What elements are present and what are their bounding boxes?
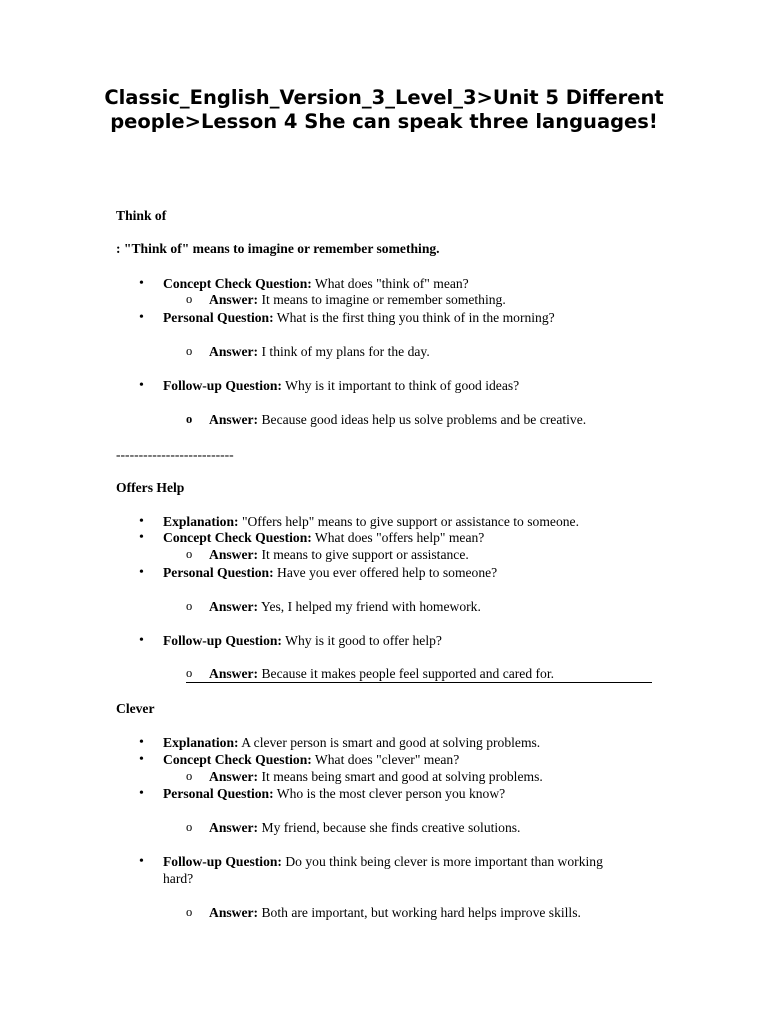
followup-question (163, 632, 442, 649)
answer-text: It means to imagine or remember something. (258, 292, 506, 307)
followup-label: Follow-up Question: (163, 854, 282, 869)
personal-answer (209, 819, 520, 836)
ccq-item (163, 275, 469, 292)
personal-text: What is the first thing you think of in the morning? (273, 310, 555, 325)
answer-text: I think of my plans for the day. (258, 344, 430, 359)
personal-label: Personal Question: (163, 310, 274, 325)
bullet-icon: • (139, 530, 144, 545)
sub-bullet-icon: o (186, 905, 193, 919)
followup-text: Why is it important to think of good ideas? (281, 378, 520, 393)
personal-answer (209, 343, 430, 360)
followup-text: Why is it good to offer help? (281, 633, 442, 648)
bullet-icon: • (139, 310, 144, 325)
personal-question (163, 309, 555, 326)
sub-bullet-icon: o (186, 769, 193, 783)
personal-text: Have you ever offered help to someone? (273, 565, 498, 580)
sub-bullet-icon: o (186, 412, 193, 426)
ccq-text: What does "clever" mean? (311, 752, 460, 767)
followup-answer (209, 411, 586, 428)
bullet-icon: • (139, 633, 144, 648)
sub-bullet-icon: o (186, 547, 193, 561)
bullet-icon: • (139, 565, 144, 580)
bullet-icon: • (139, 276, 144, 291)
page-title: Classic_English_Version_3_Level_3>Unit 5 Different people>Lesson 4 She can speak three languages! (104, 86, 664, 133)
ccq-text: What does "think of" mean? (311, 276, 469, 291)
explanation-text: A clever person is smart and good at solving problems. (238, 735, 541, 750)
followup-label: Follow-up Question: (163, 633, 282, 648)
answer-text: Yes, I helped my friend with homework. (258, 599, 481, 614)
explanation-text: "Offers help" means to give support or assistance to someone. (238, 514, 579, 529)
followup-answer (209, 904, 581, 921)
answer-text: Because good ideas help us solve problems and be creative. (258, 412, 587, 427)
bullet-icon: • (139, 514, 144, 529)
section-heading-clever: Clever (116, 701, 155, 716)
answer-label: Answer: (209, 292, 259, 307)
personal-answer (209, 598, 481, 615)
ccq-label: Concept Check Question: (163, 530, 312, 545)
personal-question (163, 785, 505, 802)
sub-bullet-icon: o (186, 599, 193, 613)
explanation-item (163, 513, 579, 530)
bullet-icon: • (139, 735, 144, 750)
ccq-item (163, 751, 459, 768)
ccq-answer (209, 291, 506, 308)
explanation-label: Explanation: (163, 735, 239, 750)
section-heading-offers-help: Offers Help (116, 480, 185, 495)
ccq-answer (209, 768, 543, 785)
answer-text: It means being smart and good at solving problems. (258, 769, 543, 784)
bullet-icon: • (139, 854, 144, 869)
sub-bullet-icon: o (186, 344, 193, 358)
definition-text: : "Think of" means to imagine or remember something. (116, 241, 440, 256)
bullet-icon: • (139, 752, 144, 767)
ccq-label: Concept Check Question: (163, 752, 312, 767)
answer-label: Answer: (209, 820, 259, 835)
followup-text: Do you think being clever is more important than working hard? (163, 854, 603, 886)
answer-text: It means to give support or assistance. (258, 547, 469, 562)
followup-question (163, 853, 633, 887)
answer-label: Answer: (209, 666, 259, 681)
definition-think-of (116, 240, 440, 257)
section-separator: -------------------------- (116, 447, 234, 462)
answer-label: Answer: (209, 412, 259, 427)
followup-answer (209, 665, 554, 682)
section-heading-think-of: Think of (116, 208, 167, 223)
ccq-label: Concept Check Question: (163, 276, 312, 291)
sub-bullet-icon: o (186, 820, 193, 834)
answer-label: Answer: (209, 769, 259, 784)
answer-label: Answer: (209, 547, 259, 562)
bullet-icon: • (139, 378, 144, 393)
personal-label: Personal Question: (163, 565, 274, 580)
ccq-text: What does "offers help" mean? (311, 530, 485, 545)
sub-bullet-icon: o (186, 666, 193, 680)
personal-question (163, 564, 497, 581)
followup-label: Follow-up Question: (163, 378, 282, 393)
answer-label: Answer: (209, 344, 259, 359)
answer-text: Both are important, but working hard helps improve skills. (258, 905, 581, 920)
bullet-icon: • (139, 786, 144, 801)
answer-text: My friend, because she finds creative solutions. (258, 820, 521, 835)
followup-question (163, 377, 519, 394)
explanation-label: Explanation: (163, 514, 239, 529)
personal-text: Who is the most clever person you know? (273, 786, 506, 801)
horizontal-rule (186, 682, 652, 683)
explanation-item (163, 734, 540, 751)
sub-bullet-icon: o (186, 292, 193, 306)
ccq-answer (209, 546, 469, 563)
answer-label: Answer: (209, 905, 259, 920)
answer-label: Answer: (209, 599, 259, 614)
personal-label: Personal Question: (163, 786, 274, 801)
answer-text: Because it makes people feel supported and cared for. (258, 666, 555, 681)
ccq-item (163, 529, 484, 546)
